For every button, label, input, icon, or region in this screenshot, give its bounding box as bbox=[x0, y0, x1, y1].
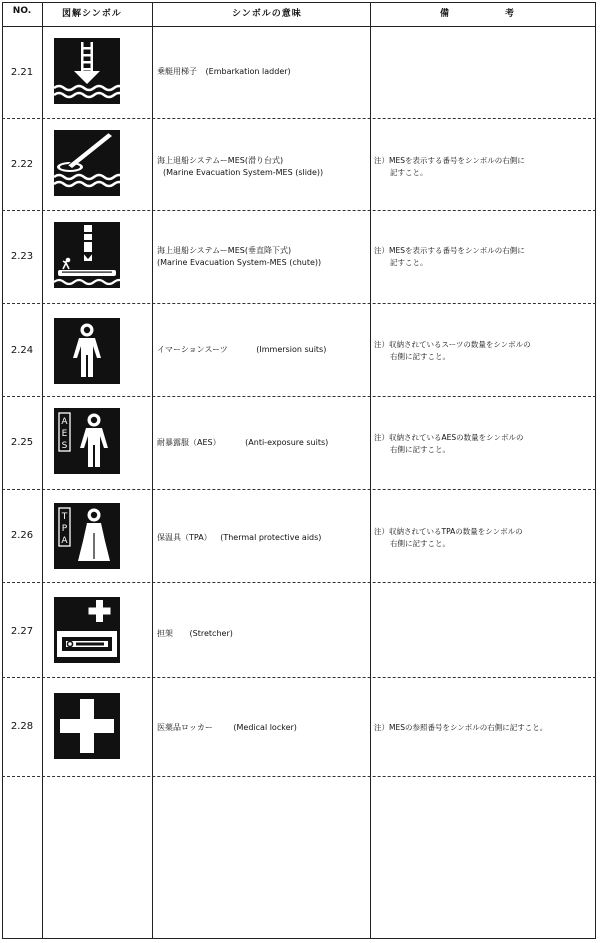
row-divider bbox=[2, 776, 596, 777]
meaning-text bbox=[157, 155, 369, 179]
meaning-en: (Anti-exposure suits) bbox=[245, 438, 329, 447]
row-divider bbox=[2, 210, 596, 211]
row-divider bbox=[2, 396, 596, 397]
immersion-suit-icon bbox=[54, 318, 120, 384]
meaning-en: (Marine Evacuation System-MES (slide)) bbox=[163, 168, 324, 177]
mes-chute-icon bbox=[54, 222, 120, 288]
row-divider bbox=[2, 303, 596, 304]
header-remarks-1: 備 bbox=[440, 9, 451, 19]
header-no: NO. bbox=[12, 6, 32, 16]
meaning-jp: 海上退船システムーMES(垂直降下式) bbox=[157, 246, 292, 255]
medical-locker-icon bbox=[54, 693, 120, 759]
anti-exposure-suit-icon bbox=[54, 408, 120, 474]
remarks-note bbox=[374, 526, 596, 550]
meaning-jp: 担架 bbox=[157, 629, 173, 638]
column-divider bbox=[152, 2, 153, 939]
header-remarks-2: 考 bbox=[505, 9, 516, 19]
embarkation-ladder-icon bbox=[54, 38, 120, 104]
icon-letter-s: S bbox=[61, 441, 68, 451]
row-number: 2.28 bbox=[10, 721, 34, 732]
mes-slide-icon bbox=[54, 130, 120, 196]
icon-letter-a: A bbox=[61, 536, 68, 546]
note-line: 右側に記すこと。 bbox=[390, 352, 450, 361]
remarks-note bbox=[374, 245, 596, 269]
meaning-text bbox=[157, 245, 369, 269]
note-line: 注）MESを表示する番号をシンボルの右側に bbox=[374, 246, 525, 255]
meaning-en: (Medical locker) bbox=[233, 723, 297, 732]
meaning-text bbox=[157, 722, 369, 734]
meaning-jp: 海上退船システムーMES(滑り台式) bbox=[157, 156, 284, 165]
meaning-en: (Immersion suits) bbox=[256, 345, 327, 354]
row-number: 2.27 bbox=[10, 626, 34, 637]
meaning-text bbox=[157, 532, 369, 544]
remarks-note bbox=[374, 722, 596, 734]
column-divider bbox=[42, 2, 43, 939]
thermal-protective-aid-icon bbox=[54, 503, 120, 569]
remarks-note bbox=[374, 339, 596, 363]
meaning-text bbox=[157, 628, 369, 640]
header-meaning: シンボルの意味 bbox=[232, 9, 302, 19]
note-line: 右側に記すこと。 bbox=[390, 445, 450, 454]
row-number: 2.23 bbox=[10, 251, 34, 262]
meaning-en: (Thermal protective aids) bbox=[220, 533, 322, 542]
row-number: 2.26 bbox=[10, 530, 34, 541]
note-line: 右側に記すこと。 bbox=[390, 539, 450, 548]
remarks-note bbox=[374, 432, 596, 456]
remarks-note bbox=[374, 155, 596, 179]
column-divider bbox=[370, 2, 371, 939]
icon-letter-p: P bbox=[61, 524, 68, 534]
meaning-jp: イマーションスーツ bbox=[157, 345, 228, 354]
note-line: 記すこと。 bbox=[390, 168, 428, 177]
meaning-jp: 医薬品ロッカー bbox=[157, 723, 213, 732]
icon-letter-e: E bbox=[61, 429, 68, 439]
icon-letter-t: T bbox=[61, 512, 68, 522]
row-divider bbox=[2, 118, 596, 119]
row-number: 2.21 bbox=[10, 67, 34, 78]
icon-letter-a: A bbox=[61, 417, 68, 427]
note-line: 注）MESの参照番号をシンボルの右側に記すこと。 bbox=[374, 723, 548, 732]
meaning-jp: 乗艇用梯子 bbox=[157, 67, 197, 76]
meaning-text bbox=[157, 344, 369, 356]
meaning-text bbox=[157, 437, 369, 449]
note-line: 記すこと。 bbox=[390, 258, 428, 267]
meaning-text bbox=[157, 66, 369, 78]
meaning-jp: 保温具（TPA） bbox=[157, 533, 212, 542]
row-number: 2.24 bbox=[10, 345, 34, 356]
meaning-en: (Marine Evacuation System-MES (chute)) bbox=[157, 258, 322, 267]
row-number: 2.25 bbox=[10, 437, 34, 448]
stretcher-icon bbox=[54, 597, 120, 663]
row-divider bbox=[2, 677, 596, 678]
meaning-en: (Stretcher) bbox=[189, 629, 233, 638]
row-number: 2.22 bbox=[10, 159, 34, 170]
header-symbol: 図解シンボル bbox=[62, 9, 122, 19]
note-line: 注）収納されているTPAの数量をシンボルの bbox=[374, 527, 523, 536]
note-line: 注）MESを表示する番号をシンボルの右側に bbox=[374, 156, 525, 165]
note-line: 注）収納されているAESの数量をシンボルの bbox=[374, 433, 524, 442]
meaning-en: (Embarkation ladder) bbox=[205, 67, 291, 76]
row-divider bbox=[2, 582, 596, 583]
meaning-jp: 耐暴露服（AES） bbox=[157, 438, 221, 447]
note-line: 注）収納されているスーツの数量をシンボルの bbox=[374, 340, 531, 349]
row-divider bbox=[2, 489, 596, 490]
header-divider bbox=[2, 26, 596, 27]
